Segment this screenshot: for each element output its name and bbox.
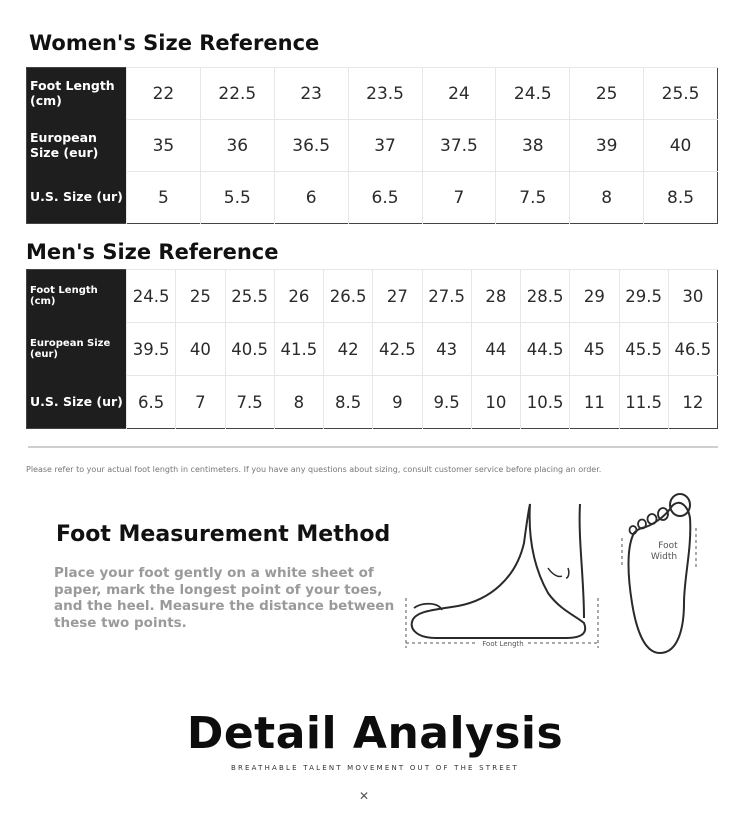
foot-width-label-2: Width <box>650 552 678 562</box>
size-cell: 36.5 <box>274 120 348 172</box>
foot-length-label: Foot Length <box>482 640 524 648</box>
close-icon: ✕ <box>358 789 370 803</box>
size-cell: 40.5 <box>225 323 274 376</box>
size-cell: 40 <box>176 323 225 376</box>
women-size-table <box>26 67 718 224</box>
size-cell: 24 <box>422 68 496 120</box>
size-cell: 6.5 <box>127 376 176 429</box>
size-cell: 45.5 <box>619 323 668 376</box>
size-cell: 8 <box>274 376 323 429</box>
ankle-line <box>580 504 584 618</box>
size-cell: 7 <box>422 172 496 224</box>
size-cell: 23.5 <box>348 68 422 120</box>
table-row <box>27 376 718 429</box>
foot-side-illustration <box>398 498 608 653</box>
size-cell: 24.5 <box>496 68 570 120</box>
size-cell: 37 <box>348 120 422 172</box>
size-cell: 28 <box>471 270 520 323</box>
foot-side-outline <box>412 504 586 638</box>
size-cell: 22 <box>127 68 201 120</box>
size-cell: 37.5 <box>422 120 496 172</box>
size-cell: 29 <box>570 270 619 323</box>
size-cell: 39.5 <box>127 323 176 376</box>
size-cell: 8.5 <box>644 172 718 224</box>
method-title: Foot Measurement Method <box>56 522 391 547</box>
size-cell: 35 <box>127 120 201 172</box>
size-cell: 27 <box>373 270 422 323</box>
foot-top-illustration <box>612 488 702 658</box>
section-divider <box>28 446 718 448</box>
size-cell: 38 <box>496 120 570 172</box>
toe-3-icon <box>648 514 657 524</box>
size-cell: 8 <box>570 172 644 224</box>
table-row <box>27 120 718 172</box>
size-cell: 44.5 <box>521 323 570 376</box>
size-cell: 27.5 <box>422 270 471 323</box>
size-cell: 8.5 <box>324 376 373 429</box>
detail-subtitle: BREATHABLE TALENT MOVEMENT OUT OF THE STREET <box>230 764 520 772</box>
size-cell: 7 <box>176 376 225 429</box>
size-cell: 12 <box>668 376 717 429</box>
size-cell: 10.5 <box>521 376 570 429</box>
men-size-title: Men's Size Reference <box>26 240 279 264</box>
size-cell: 24.5 <box>127 270 176 323</box>
size-cell: 41.5 <box>274 323 323 376</box>
size-cell: 42 <box>324 323 373 376</box>
table-row <box>27 270 718 323</box>
row-label: European Size (eur) <box>27 120 127 172</box>
size-cell: 6.5 <box>348 172 422 224</box>
size-cell: 42.5 <box>373 323 422 376</box>
row-label: Foot Length (cm) <box>27 68 127 120</box>
detail-analysis-title: Detail Analysis <box>186 708 564 759</box>
size-cell: 46.5 <box>668 323 717 376</box>
size-cell: 28.5 <box>521 270 570 323</box>
size-cell: 26 <box>274 270 323 323</box>
size-cell: 39 <box>570 120 644 172</box>
size-cell: 23 <box>274 68 348 120</box>
size-cell: 7.5 <box>225 376 274 429</box>
sizing-note: Please refer to your actual foot length in centimeters. If you have any questions about sizing, consult customer service before placing an order. <box>26 465 602 474</box>
row-label: U.S. Size (ur) <box>27 172 127 224</box>
size-cell: 11 <box>570 376 619 429</box>
ankle-bone-line-2 <box>566 568 569 578</box>
size-cell: 25 <box>570 68 644 120</box>
table-row <box>27 68 718 120</box>
size-cell: 5 <box>127 172 201 224</box>
row-label: U.S. Size (ur) <box>27 376 127 429</box>
size-cell: 9.5 <box>422 376 471 429</box>
size-cell: 5.5 <box>200 172 274 224</box>
method-description: Place your foot gently on a white sheet of paper, mark the longest point of your toes, and the heel. Measure the distance between these two points. <box>54 565 395 631</box>
row-label: Foot Length (cm) <box>27 270 127 323</box>
size-cell: 26.5 <box>324 270 373 323</box>
size-cell: 30 <box>668 270 717 323</box>
women-table-body <box>27 68 718 224</box>
size-cell: 7.5 <box>496 172 570 224</box>
table-row <box>27 172 718 224</box>
size-cell: 22.5 <box>200 68 274 120</box>
size-cell: 9 <box>373 376 422 429</box>
size-cell: 25.5 <box>644 68 718 120</box>
size-cell: 6 <box>274 172 348 224</box>
size-cell: 36 <box>200 120 274 172</box>
size-cell: 25.5 <box>225 270 274 323</box>
men-table-body <box>27 270 718 429</box>
ankle-bone-line <box>548 568 562 577</box>
men-size-table <box>26 269 718 429</box>
size-cell: 45 <box>570 323 619 376</box>
row-label: European Size (eur) <box>27 323 127 376</box>
women-size-title: Women's Size Reference <box>29 31 320 55</box>
size-cell: 25 <box>176 270 225 323</box>
size-cell: 10 <box>471 376 520 429</box>
size-cell: 11.5 <box>619 376 668 429</box>
size-cell: 40 <box>644 120 718 172</box>
foot-width-label-1: Foot <box>658 541 678 551</box>
size-cell: 29.5 <box>619 270 668 323</box>
size-cell: 43 <box>422 323 471 376</box>
table-row <box>27 323 718 376</box>
size-cell: 44 <box>471 323 520 376</box>
